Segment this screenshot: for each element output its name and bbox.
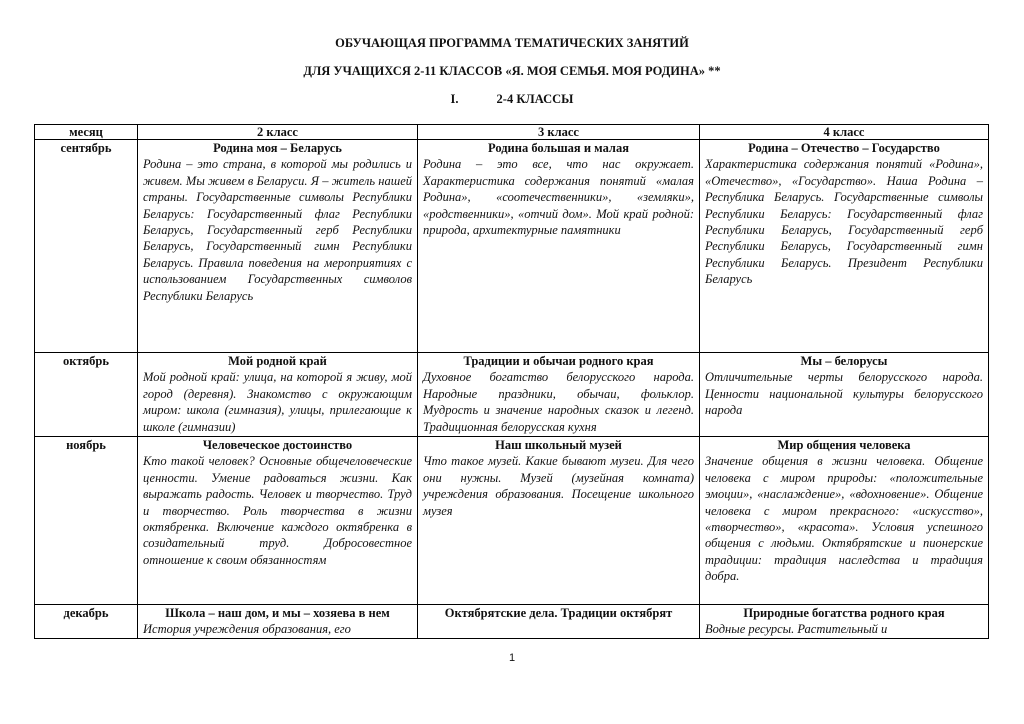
table-row (35, 353, 989, 437)
program-table (34, 124, 989, 639)
topic-title: Родина моя – Беларусь (213, 141, 342, 155)
topic-description: Характеристика содержания понятий «Родина», «Отечество», «Государство». Наша Родина – Республика Беларусь. Государственные символы Республики Беларусь: Государственный флаг Республики Беларусь, Государственный герб Республики Беларусь, Государственный гимн Республики Беларусь. Президент Республики Беларусь (705, 157, 983, 287)
topic-title: Родина большая и малая (488, 141, 629, 155)
section-heading (0, 92, 1024, 107)
table-cell (700, 605, 989, 639)
document-title: ОБУЧАЮЩАЯ ПРОГРАММА ТЕМАТИЧЕСКИХ ЗАНЯТИЙ (335, 36, 689, 50)
topic-title: Мой родной край (228, 354, 327, 368)
table-cell (418, 140, 700, 353)
month-cell: декабрь (35, 605, 138, 639)
document-subtitle: ДЛЯ УЧАЩИХСЯ 2-11 КЛАССОВ «Я. МОЯ СЕМЬЯ. МОЯ РОДИНА» ** (303, 64, 721, 78)
table-cell (138, 605, 418, 639)
header-grade-2: 2 класс (138, 125, 418, 140)
table-row (35, 605, 989, 639)
topic-description: Родина – это все, что нас окружает. Характеристика содержания понятий «малая Родина», «соотечественники», «земляки», «родственники», «отчий дом». Мой край родной: природа, архитектурные памятники (423, 157, 694, 238)
header-month: месяц (35, 125, 138, 140)
topic-title: Школа – наш дом, и мы – хозяева в нем (165, 606, 390, 620)
topic-description: Что такое музей. Какие бывают музеи. Для чего они нужны. Музей (музейная комната) учреждения образования. Посещение школьного музея (423, 454, 694, 518)
topic-description: Родина – это страна, в которой мы родились и живем. Мы живем в Беларуси. Я – житель нашей страны. Государственные символы Республики Беларусь: Государственный флаг Республики Беларусь, Государственный герб Республики Беларусь, Государственный гимн Республики Беларусь. Правила поведения на мероприятиях с использованием Государственных символов Республики Беларусь (143, 157, 412, 303)
topic-title: Октябрятские дела. Традиции октябрят (444, 606, 673, 620)
header-grade-3: 3 класс (418, 125, 700, 140)
month-cell: сентябрь (35, 140, 138, 353)
section-title: 2-4 КЛАССЫ (496, 92, 574, 106)
topic-description: Кто такой человек? Основные общечеловеческие ценности. Умение радоваться жизни. Как выражать радость. Человек и творчество. Труд и творчество. Роль творчества в жизни октябренка. Включение каждого октябренка в созидательный труд. Добросовестное отношение к своим обязанностям (143, 454, 412, 567)
table-header-row (35, 125, 989, 140)
table-cell (418, 437, 700, 605)
topic-description: Отличительные черты белорусского народа. Ценности национальной культуры белорусского народа (705, 370, 983, 418)
topic-title: Человеческое достоинство (202, 438, 353, 452)
table-cell (418, 353, 700, 437)
table-cell (138, 140, 418, 353)
month-cell: ноябрь (35, 437, 138, 605)
page-number: 1 (508, 652, 516, 664)
topic-description: Значение общения в жизни человека. Общение человека с миром природы: «положительные эмоции», «наслаждение», «вдохновение». Общение человека с миром прекрасного: «искусство», «творчество», «красота». Условия успешного общения с людьми. Октябрятские и пионерские традиции: традиция наследства и традиция добра. (705, 454, 983, 584)
topic-title: Наш школьный музей (495, 438, 622, 452)
topic-description: Духовное богатство белорусского народа. Народные праздники, обычаи, фольклор. Мудрость и значение народных сказок и легенд. Традиционная белорусская кухня (423, 370, 694, 434)
topic-description: Мой родной край: улица, на которой я живу, мой город (деревня). Знакомство с окружающим миром: школа (гимназия), улицы, прилегающие к школе (гимназии) (143, 370, 412, 434)
topic-title: Мир общения человека (777, 438, 911, 452)
table-cell (700, 140, 989, 353)
topic-title: Традиции и обычаи родного края (463, 354, 654, 368)
header-grade-4: 4 класс (700, 125, 989, 140)
section-number: I. (450, 92, 459, 106)
table-cell (700, 437, 989, 605)
topic-description: Водные ресурсы. Растительный и (705, 622, 888, 637)
topic-title: Мы – белорусы (800, 354, 888, 368)
topic-description: История учреждения образования, его (143, 622, 351, 637)
table-row (35, 437, 989, 605)
table-cell (138, 437, 418, 605)
table-cell (700, 353, 989, 437)
table-cell (138, 353, 418, 437)
topic-title: Родина – Отечество – Государство (748, 141, 940, 155)
table-row (35, 140, 989, 353)
table-cell (418, 605, 700, 639)
month-cell: октябрь (35, 353, 138, 437)
topic-title: Природные богатства родного края (743, 606, 945, 620)
